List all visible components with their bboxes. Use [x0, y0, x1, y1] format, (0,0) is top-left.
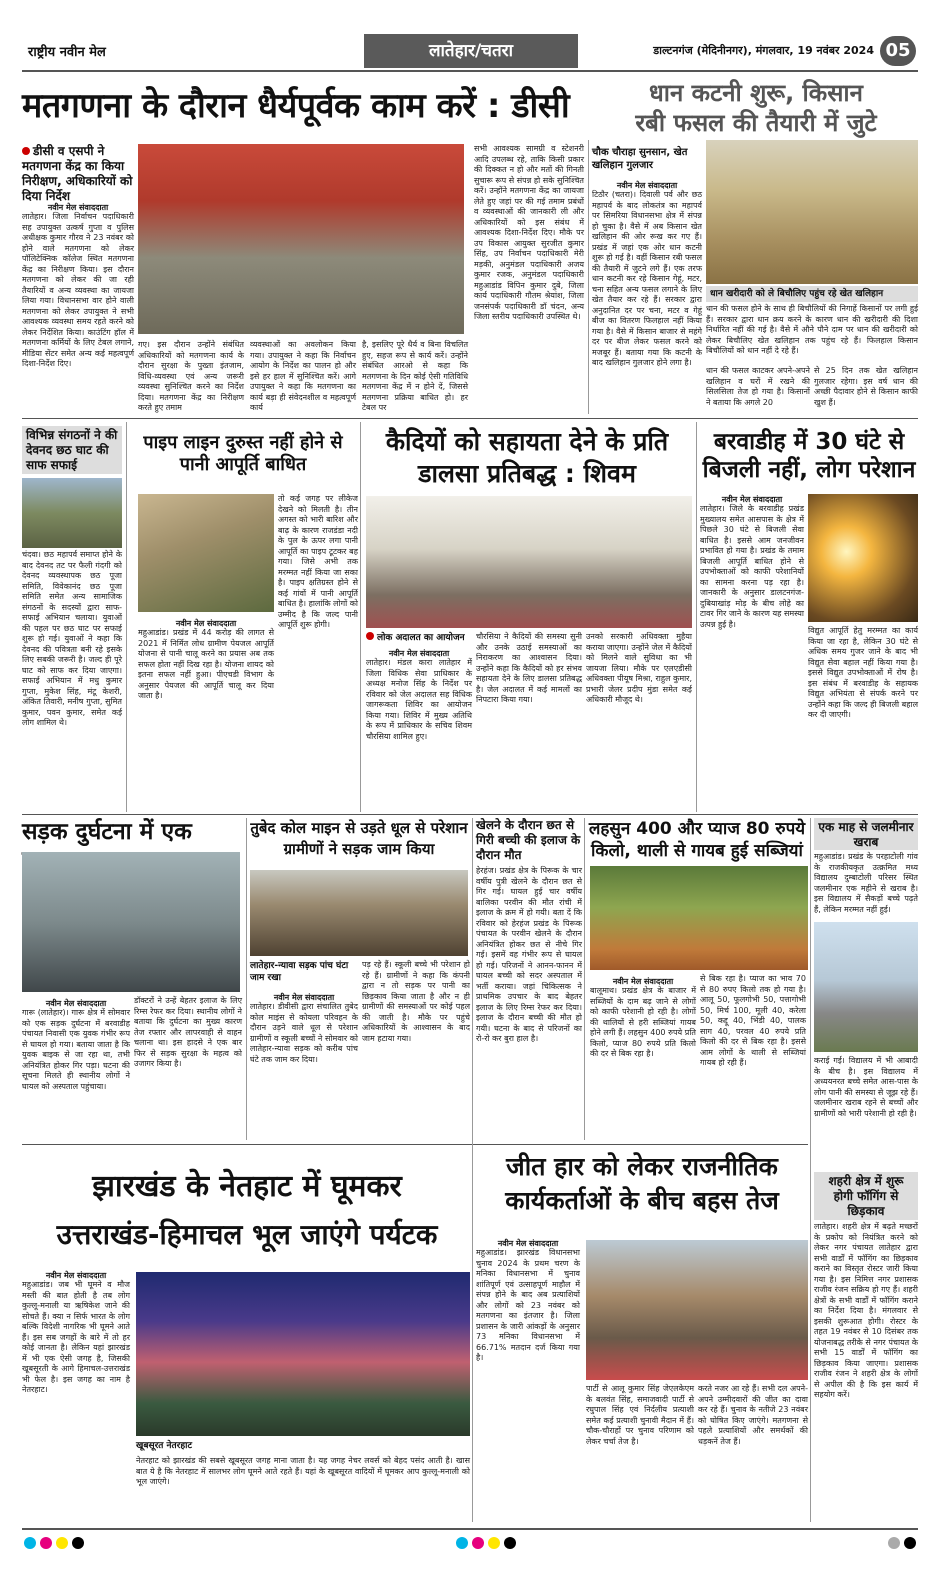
- harvest-headline-1: धान कटनी शुरू, किसान: [649, 79, 863, 107]
- black-swatch: [72, 1537, 84, 1549]
- dateline: डाल्टनगंज (मेदिनीनगर), मंगलवार, 19 नवंबर 2024: [653, 44, 874, 57]
- garlic-byline: नवीन मेल संवाददाता: [612, 977, 674, 986]
- lead-sub-headline: डीसी व एसपी ने मतगणना केंद्र का किया निरीक्षण, अधिकारियों को दिया निर्देश: [22, 144, 133, 203]
- swatch-group-right: [886, 1533, 918, 1552]
- masthead-rule: [22, 70, 918, 72]
- chhath-body: चंदवा। छठ महापर्व समाप्त होने के बाद देवनद तट पर फैली गंदगी को देवनद व्यवस्थापक छठ पूजा समिति, विवेकानंद छठ पूजा समिति समेत अन्य सामाजिक संगठनों के सदस्यों द्वारा साफ-सफाई अभियान चलाया। युवाओं की पहल पर छठ घाट पर सफाई शुरू हो गई। युवाओं ने कहा कि देवनद की पवित्रता बनी रहे इसके लिए सबकी जरूरी है। जल्द ही पूरे घाट को साफ कर दिया जाएगा। सफाई अभियान में मधु कुमार गुप्ता, मुकेश सिंह, मंटू केशरी, अंकित तिवारी, मनीष गुप्ता, सुमित कुमार, पवन कुमार, समेत कई लोग शामिल थे।: [22, 550, 122, 727]
- coal-body-b: पड़ रहे हैं। स्कूली बच्चे भी परेशान हो रहे हैं। ग्रामीणों ने कहा कि कंपनी द्वारा न तो सड़क पर पानी का छिड़काव किया जाता है और न ही ग्रामीणों की समस्याओं पर कोई पहल की जाती है। मौके पर पहुंचे अधिकारियों के आश्वासन के बाद जाम हटाया गया।: [362, 960, 470, 1043]
- dalsa-byline: नवीन मेल संवाददाता: [388, 649, 450, 658]
- netarhat-headline-1: झारखंड के नेतहाट में घूमकर: [92, 1169, 402, 1204]
- netarhat-photo: [136, 1272, 470, 1436]
- netarhat-body-b: नेतरहाट को झारखंड की सबसे खूबसूरत जगह माना जाता है। यह जगह नेचर लवर्स को बेहद पसंद आती है। खास बात ये है कि नेतरहाट में सालभर लोग घूमने आते रहते हैं। यहां के खूबसूरत वादियों में घूमकर आप कुल्लू-मनाली को भूल जाएंगे।: [136, 1456, 470, 1486]
- lead-col-4: है, इसलिए पूरे धैर्य व बिना विचलित हुए, सहज रूप से कार्य करें। उन्होंने संबंधित आरओ से कहा कि मतगणना के दिन कोई ऐसी गतिविधि मतगणना केंद्र में न होने दें, जिससे मतगणना प्रक्रिया बाधित हो। हर टेबल पर: [362, 340, 468, 412]
- accident-headline: सड़क दुर्घटना में एक: [22, 819, 192, 845]
- dalsa-body-c: उनको सरकारी अधिवक्ता मुहैया कराया जाएगा। उन्होंने जेल में कैदियों को मिलने वाले सुविधा का भी जायजा लिया। मौके पर एलएडीसी अधिवक्ता पीयूष मिश्रा, राहुल कुमार, प्रभारी जेलर प्रदीप मुंडा समेत कई अधिकारी मौजूद थे।: [586, 632, 692, 704]
- netarhat-byline: नवीन मेल संवाददाता: [45, 1271, 107, 1280]
- pipeline-body-a: महुआडांड। प्रखंड में 44 करोड़ की लागत से 2021 में निर्मित लोध ग्रामीण पेयजल आपूर्ति योजना से पानी चालू करने का प्रयास अब तक सफल होता नहीं दिख रहा है। योजना शायद को इतना सफल नहीं हुआ। पीएचडी विभाग के अनुसार पेयजल की आपूर्ति चालू कर दिया जाता है।: [138, 628, 274, 700]
- harvest-col-a: धान की फसल काटकर अपने-अपने खलिहान व घरों में रखने की सिलसिला तेज हो गया है। किसानों ने बताया कि अगले 20: [706, 366, 810, 407]
- coal-body-a: लातेहार। डीवीसी द्वारा संचालित तुबेद कोल माइंस से कोयला परिवहन के दौरान उड़ने वाले धूल से परेशान ग्रामीणों व स्कूली बच्चों ने सोमवार को लातेहार-न्यावा सड़क को करीब पांच घंटे तक जाम कर दिया।: [250, 1002, 358, 1064]
- lead-photo: [138, 144, 464, 334]
- accident-body-b: डॉक्टरों ने उन्हें बेहतर इलाज के लिए रिम्स रेफर कर दिया। स्थानीय लोगों ने बताया कि दुर्घटना का मुख्य कारण तेज रफ्तार और लापरवाही से वाहन चलाना था। इस हादसे ने एक बार फिर से सड़क सुरक्षा के महत्व को उजागर किया है।: [134, 996, 242, 1068]
- water-tank-body-a: महुआडांड। प्रखंड के परहाटोली गांव के राजकीयकृत उत्क्रमित मध्य विद्यालय दुम्बाटोली परिसर स्थित जलमीनार एक महीने से खराब है। इस विद्यालय में सैकड़ों बच्चे पढ़ते हैं, लेकिन मरम्मत नहीं हुई।: [814, 852, 918, 914]
- garlic-body-b: से बिक रहा है। प्याज का भाव 70 से 80 रुपए किलो तक हो गया है। आलू 50, फूलगोभी 50, पत्तागोभी 50, मिर्च 100, मूली 40, करेला 50, कद्दू 40, भिंडी 40, पालक साग 40, परवल 40 रुपये प्रति किलो की दर से बिक रहा है। इससे आम लोगों के थाली से सब्जियां गायब हो रही हैं।: [700, 974, 806, 1067]
- power-body-b: विद्युत आपूर्ति हेतु मरम्मत का कार्य किया जा रहा है, लेकिन 30 घंटे से अधिक समय गुजर जाने के बाद भी विद्युत सेवा बहाल नहीं किया गया है। इससे विद्युत उपभोक्ताओं में रोष है। इस संबंध में बरवाडीह के सहायक विद्युत अभियंता से संपर्क करने पर उन्होंने कहा कि जल्द ही बिजली बहाल कर दी जाएगी।: [808, 626, 918, 719]
- accident-byline: नवीन मेल संवाददाता: [45, 999, 107, 1008]
- dalsa-headline: कैदियों को सहायता देने के प्रति डालसा प्रतिबद्ध : शिवम: [385, 427, 669, 488]
- col-rule: [246, 818, 247, 1140]
- harvest-headline-2: रबी फसल की तैयारी में जुटे: [635, 109, 877, 137]
- power-photo: [808, 494, 918, 622]
- chhath-headline: विभिन्न संगठनों ने की देवनद छठ घाट की साफ सफाई: [22, 426, 122, 474]
- power-body-a: लातेहार। जिले के बरवाडीह प्रखंड मुख्यालय समेत आसपास के क्षेत्र में पिछले 30 घंटे से बिजली सेवा बाधित है। इससे आम जनजीवन प्रभावित हो गया है। प्रखंड के तमाम बिजली आपूर्ति बाधित होने से उपभोक्ताओं को काफी परेशानियों का सामना करना पड़ रहा है। जानकारी के अनुसार डालटनगंज-दुबियाखांड़ मोड़ के बीच लोहे का टावर गिर जाने के कारण यह समस्या उत्पन्न हुई है।: [700, 504, 804, 629]
- swatch-group-left: [22, 1533, 86, 1552]
- black-swatch: [904, 1537, 916, 1549]
- col-rule: [696, 422, 697, 812]
- debate-byline: नवीन मेल संवाददाता: [497, 1239, 559, 1248]
- col-rule: [472, 818, 473, 1522]
- debate-body-c: करते नजर आ रहे हैं। सभी दल अपने-अपने उम्मीदवारों की जीत का दावा कर रहे हैं। चुनाव के नतीजे 23 नवंबर को घोषित किए जाएंगे। मतगणना से पहले प्रत्याशियों और समर्थकों की धड़कनें तेज हैं।: [698, 1384, 808, 1446]
- col-rule: [360, 422, 361, 812]
- netarhat-body-a: महुआडांड। जब भी घूमने व मौज मस्ती की बात होती है तब लोग कुल्लू-मनाली या ऋषिकेश जाने की सोचते हैं। क्या न सिर्फ भारत के लोग बल्कि विदेशी नागरिक भी घूमने आते हैं। इस सब जगहों के बारे में तो हर कोई जानता है। लेकिन यहां झारखंड में भी एक ऐसी जगह है, जिसकी खूबसूरती के आगे हिमाचल-उत्तराखंड भी फेल है। इस जगह का नाम है नेतरहाट।: [22, 1280, 130, 1394]
- black-swatch: [504, 1537, 516, 1549]
- col-rule: [126, 422, 127, 812]
- grey-swatch: [888, 1537, 900, 1549]
- fogging-body: लातेहार। शहरी क्षेत्र में बढ़ते मच्छरों के प्रकोप को नियंत्रित करने को लेकर नगर पंचायत लातेहार द्वारा सभी वार्डों में फॉगिंग का छिड़काव कराने का विस्तृत रोस्टर जारी किया गया है। इस निमित्त नगर प्रशासक राजीव रंजन सक्रिय हो गए हैं। शहरी क्षेत्रों के सभी वार्डों में फॉगिंग कराने का निर्देश दिया है। मंगलवार से इसकी शुरूआत होगी। रोस्टर के तहत 19 नवंबर से 10 दिसंबर तक योजनाबद्ध तरीके से नगर पंचायत के सभी 15 वार्डों में फॉगिंग का छिड़काव किया जाएगा। प्रशासक राजीव रंजन ने शहरी क्षेत्र के लोगों से अपील की है कि इस कार्य में सहयोग करें।: [814, 1222, 918, 1399]
- lead-col-5: सभी आवश्यक सामग्री व स्टेशनरी आदि उपलब्ध रहे, ताकि किसी प्रकार की दिक्कत न हो और मतों की गिनती सुचारू रूप से संपन्न हो सके सुनिश्चित करें। उन्होंने मतगणना केंद्र का जायजा लेते हुए जहां पर की गई तमाम प्रबंधों व व्यवस्थाओं की जानकारी ली और अधिकारियों को इस संबंध में आवश्यक दिशा-निर्देश दिए। मौके पर उप विकास आयुक्त सुरजीत कुमार सिंह, उप निर्वाचन पदाधिकारी मेरी मड़की, अनुमंडल पदाधिकारी अजय कुमार रजक, अनुमंडल पदाधिकारी महुआडांड विपिन कुमार दुबे, जिला कार्य पदाधिकारी गौतम श्रेयांश, जिला जनसंपर्क पदाधिकारी डॉ चंदन, अन्य जिला स्तरीय पदाधिकारी उपस्थित थे।: [474, 144, 584, 321]
- magenta-swatch: [40, 1537, 52, 1549]
- debate-headline: जीत हार को लेकर राजनीतिक कार्यकर्ताओं के बीच बहस तेज: [505, 1152, 779, 1215]
- dalsa-body-b: चौरसिया ने कैदियों की समस्या सुनी और उनके उठाई समस्याओं का निराकरण का आश्वासन दिया। उन्होंने कहा कि कैदियों को हर संभव सहायता देने के लिए डालसा प्रतिबद्ध है। जेल अदालत में कई मामलों का निपटारा किया गया।: [476, 632, 582, 704]
- red-bullet-icon: [366, 632, 374, 640]
- girl-body: हेरहंज। प्रखंड क्षेत्र के पिरूक के चार वर्षीय पुत्री खेलने के दौरान छत से गिर गई। घायल हुई चार वर्षीय बालिका परवीन की मौत रांची में इलाज के क्रम में हो गयी। बता दें कि रविवार को हेरहंज प्रखंड के पिरूक पंचायत के परवीन खेलने के दौरान अनियंत्रित होकर छत से नीचे गिर गई। इसमें वह गंभीर रूप से घायल हो गई। परिजनों ने आनन-फानन में घायल बच्ची को सदर अस्पताल में भर्ती कराया। जहां चिकित्सक ने प्राथमिक उपचार के बाद बेहतर इलाज के लिए रिम्स रेफर कर दिया। इलाज के दौरान बच्ची की मौत हो गयी। घटना के बाद से परिजनों का रो-रो कर बुरा हाल है।: [476, 866, 582, 1043]
- harvest-caption-body: धान की फसल होने के साथ ही बिचौलियों की निगाहें किसानों पर लगी हुई हैं। सरकार द्वारा धान क्रय करने के कारण धान की खरीदारी की दिशा निर्धारित नहीं की गई है। वैसे में औने पौने दाम पर धान की खरीदारी को लेकर बिचौलिए खेत खलिहान तक पहुंच रहे हैं। फिलहाल किसान बिचौलियों को धान नहीं दे रहे हैं।: [706, 304, 918, 355]
- lead-headline: मतगणना के दौरान धैर्यपूर्वक काम करें : डीसी: [22, 86, 570, 126]
- garlic-headline: लहसुन 400 और प्याज 80 रुपये किलो, थाली से गायब हुई सब्जियां: [588, 819, 806, 861]
- harvest-caption-head: धान खरीदारी को ले बिचौलिए पहुंच रहे खेत खलिहान: [706, 286, 918, 302]
- lead-body: लातेहार। जिला निर्वाचन पदाधिकारी सह उपायुक्त उत्कर्ष गुप्ता व पुलिस अधीक्षक कुमार गौरव ने 23 नवंबर को होने वाले मतगणना को लेकर पॉलिटेक्निक कॉलेज स्थित मतगणना केंद्र का निरीक्षण किया। इस दौरान मतगणना को लेकर की जा रही तैयारियों व अन्य व्यवस्था का जायजा लिया गया। विधानसभा वार होने वाली मतगणना को लेकर उपायुक्त ने सभी आवश्यक व्यवस्था समय रहते करने को लेकर निर्देशित किया। काउंटिंग हॉल में मतगणना कर्मियों के लिए टेबल लगाने, मीडिया सेंटर समेत अन्य कई महत्वपूर्ण दिशा-निर्देश दिए।: [22, 212, 134, 368]
- cyan-swatch: [24, 1537, 36, 1549]
- water-tank-body-b: कराई गई। विद्यालय में भी आबादी के बीच है। इस विद्यालय में अध्ययनरत बच्चे समेत आस-पास के लोग पानी की समस्या से जूझ रहे हैं। जलमीनार खराब रहने से बच्चों और ग्रामीणों को भारी परेशानी हो रही है।: [814, 1056, 918, 1118]
- accident-body-a: गारू (लातेहार)। गारू क्षेत्र में सोमवार को एक सड़क दुर्घटना में बरवाडीह पंचायत निवासी एक युवक गंभीर रूप से घायल हो गया। बताया जाता है कि युवक बाइक से जा रहा था, तभी अनियंत्रित होकर गिर पड़ा। घटना की सूचना मिलते ही स्थानीय लोगों ने घायल को अस्पताल पहुंचाया।: [22, 1008, 130, 1091]
- red-bullet-icon: [22, 147, 30, 155]
- harvest-col-b: से 25 दिन तक खेत खलिहान गुलजार रहेगा। इस वर्ष धान की अच्छी पैदावार होने से किसान काफी खुश हैं।: [814, 366, 918, 407]
- pipeline-body-b: तो कई जगह पर लीकेज देखने को मिलती है। तीन अगस्त को भारी बारिश और बाढ़ के कारण राजडंडा नदी के पुल के ऊपर लगा पानी आपूर्ति का पाइप टूटकर बह गया। जिसे अभी तक मरम्मत नहीं किया जा सका है। पाइप क्षतिग्रस्त होने से कई गांवों में पानी आपूर्ति बाधित है। हालांकि लोगों को उम्मीद है कि जल्द पानी आपूर्ति शुरू होगी।: [278, 494, 358, 629]
- dalsa-photo: [366, 496, 692, 628]
- garlic-body-a: बालूमाथ। प्रखंड क्षेत्र के बाजार में सब्जियों के दाम बढ़ जाने से लोगों को काफी परेशानी हो रही है। लोगों की थालियों से हरी सब्जियां गायब होने लगी हैं। लहसुन 400 रुपये प्रति किलो, प्याज 80 रुपये प्रति किलो की दर से बिक रहा है।: [590, 986, 696, 1058]
- section-title: लातेहार/चतरा: [364, 34, 578, 68]
- swatch-group-center: [454, 1533, 518, 1552]
- magenta-swatch: [472, 1537, 484, 1549]
- col-rule: [810, 818, 811, 1522]
- harvest-sub: चौक चौराहा सुनसान, खेत खलिहान गुलजार: [592, 147, 688, 171]
- page-number: 05: [880, 36, 916, 66]
- dalsa-sub: लोक अदालत का आयोजन: [366, 632, 472, 646]
- pipeline-headline: पाइप लाइन दुरुस्त नहीं होने से पानी आपूर्ति बाधित: [143, 432, 343, 475]
- lead-byline: नवीन मेल संवाददाता: [47, 203, 109, 212]
- harvest-body: टिठौर (चतरा)। दिवाली पर्व और छठ महापर्व के बाद लोकतंत्र का महापर्व पर सिमरिया विधानसभा क्षेत्र में संपन्न हो चुका है। वैसे में अब किसान खेत खलिहान की ओर रूख कर गए हैं। प्रखंड में जहां एक ओर धान कटनी शुरू हो गई है। वहीं किसान रबी फसल की तैयारी में जुटने लगे हैं। एक तरफ धान कटनी कर रहे किसान गेहूं, मटर, चना सहित अन्य फसल लगाने के लिए खेत तैयार कर रहे हैं। सरकार द्वारा अनुदानित दर पर चना, मटर व गेहूं बीज का वितरण फिलहाल नहीं किया गया है। वैसे में किसान बाजार से महंगे दर पर बीज लेकर फसल करने को मजबूर हैं। बताया गया कि कटनी के बाद खलिहान गुलजार होने लगा है।: [592, 190, 702, 367]
- coal-sub: लातेहार-न्यावा सड़क पांच घंटा जाम रखा: [250, 961, 349, 983]
- netarhat-headline-2: उत्तराखंड-हिमाचल भूल जाएंगे पर्यटक: [56, 1218, 438, 1251]
- water-tank-headline: एक माह से जलमीनार खराब: [814, 818, 918, 850]
- power-headline: बरवाडीह में 30 घंटे से बिजली नहीं, लोग परेशान: [702, 429, 916, 483]
- water-tank-photo: [814, 922, 918, 1052]
- row-rule-2: [22, 814, 918, 815]
- coal-photo: [250, 870, 468, 956]
- pipeline-photo: [138, 494, 274, 612]
- chhath-photo: [22, 478, 122, 548]
- garlic-photo: [590, 866, 808, 970]
- debate-body-b: पार्टी से आलू कुमार सिंह जेएलकेएम के बलवंत सिंह, समाजवादी पार्टी से रघुपाल सिंह एवं निर्दलीय प्रत्याशी समेत कई प्रत्याशी चुनावी मैदान में हैं। चौक-चौराहों पर चुनाव परिणाम को लेकर चर्चा तेज है।: [586, 1384, 694, 1446]
- coal-headline: तुबेद कोल माइन से उड़ते धूल से परेशान ग्रामीणों ने सड़क जाम किया: [250, 819, 468, 858]
- power-byline: नवीन मेल संवाददाता: [721, 495, 783, 504]
- harvest-photo: [706, 140, 918, 284]
- pipeline-byline: नवीन मेल संवाददाता: [175, 619, 237, 628]
- debate-photo: [586, 1240, 808, 1380]
- cyan-swatch: [456, 1537, 468, 1549]
- girl-headline: खेलने के दौरान छत से गिरी बच्ची की इलाज के दौरान मौत: [476, 818, 581, 862]
- netarhat-sub: खूबसूरत नेतरहाट: [136, 1441, 192, 1451]
- col-rule: [584, 818, 585, 1140]
- fogging-headline: शहरी क्षेत्र में शुरू होगी फॉगिंग से छिड़काव: [814, 1172, 918, 1220]
- color-registration-bar: [22, 1534, 918, 1550]
- footer-rule: [22, 1528, 918, 1530]
- coal-byline: नवीन मेल संवाददाता: [273, 993, 335, 1002]
- row-rule-1: [22, 418, 918, 419]
- row-rule-3: [22, 1144, 808, 1145]
- col-rule: [588, 140, 589, 414]
- harvest-byline: नवीन मेल संवाददाता: [616, 181, 678, 190]
- yellow-swatch: [488, 1537, 500, 1549]
- yellow-swatch: [56, 1537, 68, 1549]
- dalsa-body-a: लातेहार। मंडल कारा लातेहार में जिला विधिक सेवा प्राधिकार के अध्यक्ष मनोज सिंह के निर्देश पर रविवार को जेल अदालत सह विधिक जागरूकता शिविर का आयोजन किया गया। शिविर में मुख्य अतिथि के रूप में प्राधिकार के सचिव शिवम चौरसिया शामिल हुए।: [366, 658, 472, 741]
- lead-col-2: गए। इस दौरान उन्होंने संबंधित अधिकारियों को मतगणना कार्य के दौरान सुरक्षा के पुख्ता इंतजाम, विधि-व्यवस्था एवं अन्य जरूरी व्यवस्था सुनिश्चित करने का निर्देश दिया। मतगणना केंद्र का निरीक्षण करते हुए तमाम: [138, 340, 244, 412]
- masthead: [22, 34, 918, 68]
- accident-photo: [22, 852, 240, 992]
- debate-body-a: महुआडांड। झारखंड विधानसभा चुनाव 2024 के प्रथम चरण के मनिका विधानसभा में चुनाव शांतिपूर्ण एवं उत्साहपूर्ण माहौल में संपन्न होने के बाद अब प्रत्याशियों और लोगों को 23 नवंबर को मतगणना का इंतजार है। जिला प्रशासन के जारी आंकड़ों के अनुसार 73 मनिका विधानसभा में 66.71% मतदान दर्ज किया गया है।: [476, 1248, 580, 1362]
- paper-name: राष्ट्रीय नवीन मेल: [28, 45, 106, 60]
- lead-col-3: व्यवस्थाओं का अवलोकन किया गया। उपायुक्त ने कहा कि निर्वाचन आयोग के निर्देश का पालन हो और इसे हर हाल में सुनिश्चित करें। आगे उपायुक्त ने कहा कि मतगणना का कार्य बड़ा ही संवेदनशील व महत्वपूर्ण कार्य: [250, 340, 356, 412]
